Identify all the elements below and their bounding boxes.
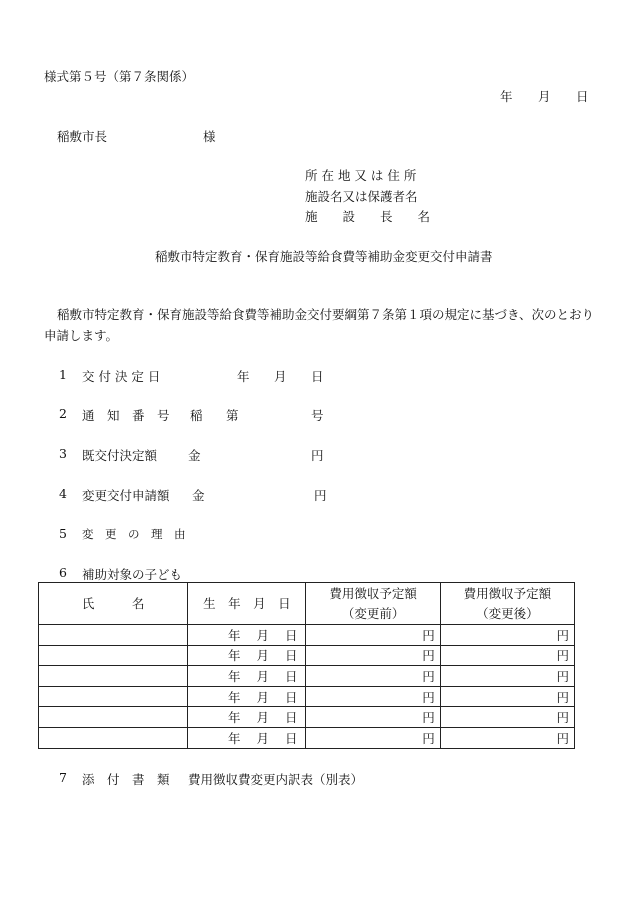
- fee-before-cell[interactable]: 円: [306, 686, 440, 707]
- fee-before-cell[interactable]: 円: [306, 645, 440, 666]
- header-name: 氏 名: [39, 583, 188, 625]
- header-fee-before-line2: （変更前）: [341, 605, 405, 621]
- item-1-month: 月: [274, 369, 287, 384]
- birth-cell[interactable]: 年 月 日: [188, 707, 306, 728]
- table-row: [39, 707, 575, 728]
- addressee-name: 稲敷市長: [57, 129, 108, 144]
- item-4-kin: 金: [192, 488, 205, 503]
- header-birth: 生 年 月 日: [188, 583, 306, 625]
- addressee-honorific: 様: [203, 129, 216, 144]
- item-5-label: 変 更 の 理 由: [82, 527, 186, 541]
- item-1-year: 年: [237, 369, 250, 384]
- fee-before-cell[interactable]: 円: [306, 666, 440, 687]
- fee-before-cell[interactable]: 円: [306, 727, 440, 748]
- fee-after-cell[interactable]: 円: [440, 645, 574, 666]
- header-fee-after-line1: 費用徴収予定額: [463, 585, 552, 601]
- name-cell[interactable]: [39, 707, 188, 728]
- item-2-label: 通 知 番 号: [82, 408, 170, 423]
- body-line-2: 申請します。: [44, 328, 119, 343]
- applicant-facility-label: 施設名又は保護者名: [305, 189, 418, 204]
- fee-before-cell[interactable]: 円: [306, 707, 440, 728]
- birth-cell[interactable]: 年 月 日: [188, 625, 306, 646]
- item-1-label: 交 付 決 定 日: [82, 369, 161, 384]
- applicant-address-label: 所 在 地 又 は 住 所: [305, 168, 417, 183]
- fee-after-cell[interactable]: 円: [440, 707, 574, 728]
- name-cell[interactable]: [39, 686, 188, 707]
- table-row: [39, 686, 575, 707]
- date-year-label: 年: [500, 89, 513, 104]
- header-fee-before-line1: 費用徴収予定額: [329, 585, 417, 601]
- item-7-label: 添 付 書 類: [82, 772, 170, 787]
- form-id: 様式第５号（第７条関係）: [44, 69, 195, 84]
- name-cell[interactable]: [39, 666, 188, 687]
- fee-after-cell[interactable]: 円: [440, 666, 574, 687]
- item-7-value: 費用徴収費変更内訳表（別表）: [188, 772, 364, 787]
- item-1-day: 日: [311, 369, 324, 384]
- item-4-label: 変更交付申請額: [82, 488, 170, 503]
- item-3-yen: 円: [311, 448, 324, 463]
- fee-after-cell[interactable]: 円: [440, 686, 574, 707]
- item-1-number: 1: [59, 367, 67, 382]
- item-6-label: 補助対象の子ども: [82, 567, 183, 582]
- header-fee-before: [306, 583, 440, 625]
- fee-after-cell[interactable]: 円: [440, 727, 574, 748]
- item-2-number: 2: [59, 406, 67, 421]
- table-header-row: [39, 583, 575, 625]
- item-6-number: 6: [59, 565, 67, 580]
- item-3-kin: 金: [188, 448, 201, 463]
- item-3-label: 既交付決定額: [82, 448, 158, 463]
- header-fee-after: [440, 583, 574, 625]
- table-row: [39, 645, 575, 666]
- name-cell[interactable]: [39, 625, 188, 646]
- children-table: [38, 582, 575, 749]
- name-cell[interactable]: [39, 645, 188, 666]
- birth-cell[interactable]: 年 月 日: [188, 686, 306, 707]
- table-row: [39, 625, 575, 646]
- item-2-dai: 第: [226, 408, 239, 423]
- item-7-number: 7: [59, 770, 67, 785]
- document-title: 稲敷市特定教育・保育施設等給食費等補助金変更交付申請書: [155, 249, 493, 264]
- item-2-prefix: 稲: [190, 408, 203, 423]
- date-month-label: 月: [538, 89, 551, 104]
- birth-cell[interactable]: 年 月 日: [188, 645, 306, 666]
- item-4-yen: 円: [314, 488, 327, 503]
- date-day-label: 日: [576, 89, 589, 104]
- name-cell[interactable]: [39, 727, 188, 748]
- fee-after-cell[interactable]: 円: [440, 625, 574, 646]
- table-row: [39, 666, 575, 687]
- item-3-number: 3: [59, 446, 67, 461]
- item-5-number: 5: [59, 526, 67, 541]
- applicant-head-label: 施 設 長 名: [305, 209, 431, 224]
- body-line-1: 稲敷市特定教育・保育施設等給食費等補助金交付要綱第７条第１項の規定に基づき、次のとおり: [57, 307, 595, 322]
- header-fee-after-line2: （変更後）: [476, 605, 539, 621]
- item-2-go: 号: [311, 408, 324, 423]
- birth-cell[interactable]: 年 月 日: [188, 666, 306, 687]
- table-row: [39, 727, 575, 748]
- fee-before-cell[interactable]: 円: [306, 625, 440, 646]
- birth-cell[interactable]: 年 月 日: [188, 727, 306, 748]
- item-4-number: 4: [59, 486, 67, 501]
